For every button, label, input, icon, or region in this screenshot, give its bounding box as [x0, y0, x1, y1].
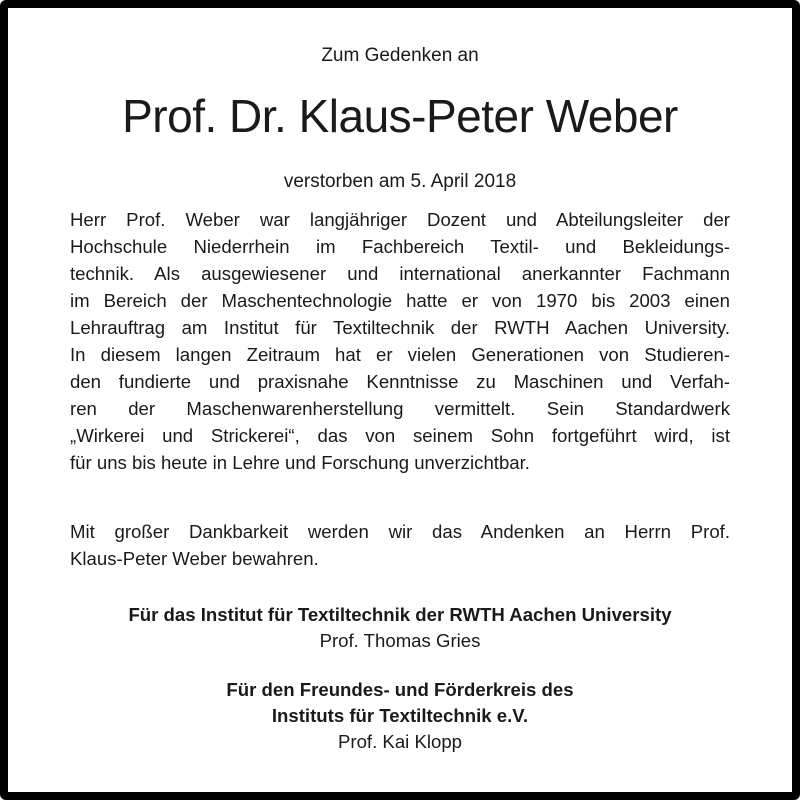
paragraph-line: im Bereich der Maschentechnologie hatte er von 1970 bis 2003 einen — [70, 290, 730, 311]
signature-institute — [0, 602, 800, 654]
paragraph-line: ren der Maschenwarenherstellung vermittelt. Sein Standardwerk — [70, 398, 730, 419]
gratitude-paragraph — [70, 518, 730, 572]
intro-text: Zum Gedenken an — [321, 45, 479, 66]
paragraph-line: Klaus-Peter Weber bewahren. — [70, 548, 319, 569]
paragraph-line: technik. Als ausgewiesener und international anerkannter Fachmann — [70, 263, 730, 284]
signature-org: Für das Institut für Textiltechnik der RWTH Aachen University — [128, 604, 672, 625]
tribute-paragraph — [70, 206, 730, 476]
paragraph-line: Lehrauftrag am Institut für Textiltechnik der RWTH Aachen University. — [70, 317, 730, 338]
signature-friends — [0, 677, 800, 755]
paragraph-line: Herr Prof. Weber war langjähriger Dozent und Abteilungsleiter der — [70, 209, 730, 230]
paragraph-line: Mit großer Dankbarkeit werden wir das Andenken an Herrn Prof. — [70, 521, 730, 542]
death-date: verstorben am 5. April 2018 — [283, 171, 517, 192]
signature-org-line2: Instituts für Textiltechnik e.V. — [271, 705, 529, 726]
signature-org-line1: Für den Freundes- und Förderkreis des — [226, 679, 574, 700]
paragraph-line: „Wirkerei und Strickerei“, das von seinem Sohn fortgeführt wird, ist — [70, 425, 730, 446]
paragraph-line: für uns bis heute in Lehre und Forschung unverzichtbar. — [70, 452, 530, 473]
signature-person: Prof. Kai Klopp — [337, 731, 463, 752]
paragraph-line: den fundierte und praxisnahe Kenntnisse zu Maschinen und Verfah- — [70, 371, 730, 392]
paragraph-line: In diesem langen Zeitraum hat er vielen Generationen von Studieren- — [70, 344, 730, 365]
deceased-name: Prof. Dr. Klaus-Peter Weber — [122, 90, 678, 142]
paragraph-line: Hochschule Niederrhein im Fachbereich Textil- und Bekleidungs- — [70, 236, 730, 257]
signature-person: Prof. Thomas Gries — [319, 630, 481, 651]
